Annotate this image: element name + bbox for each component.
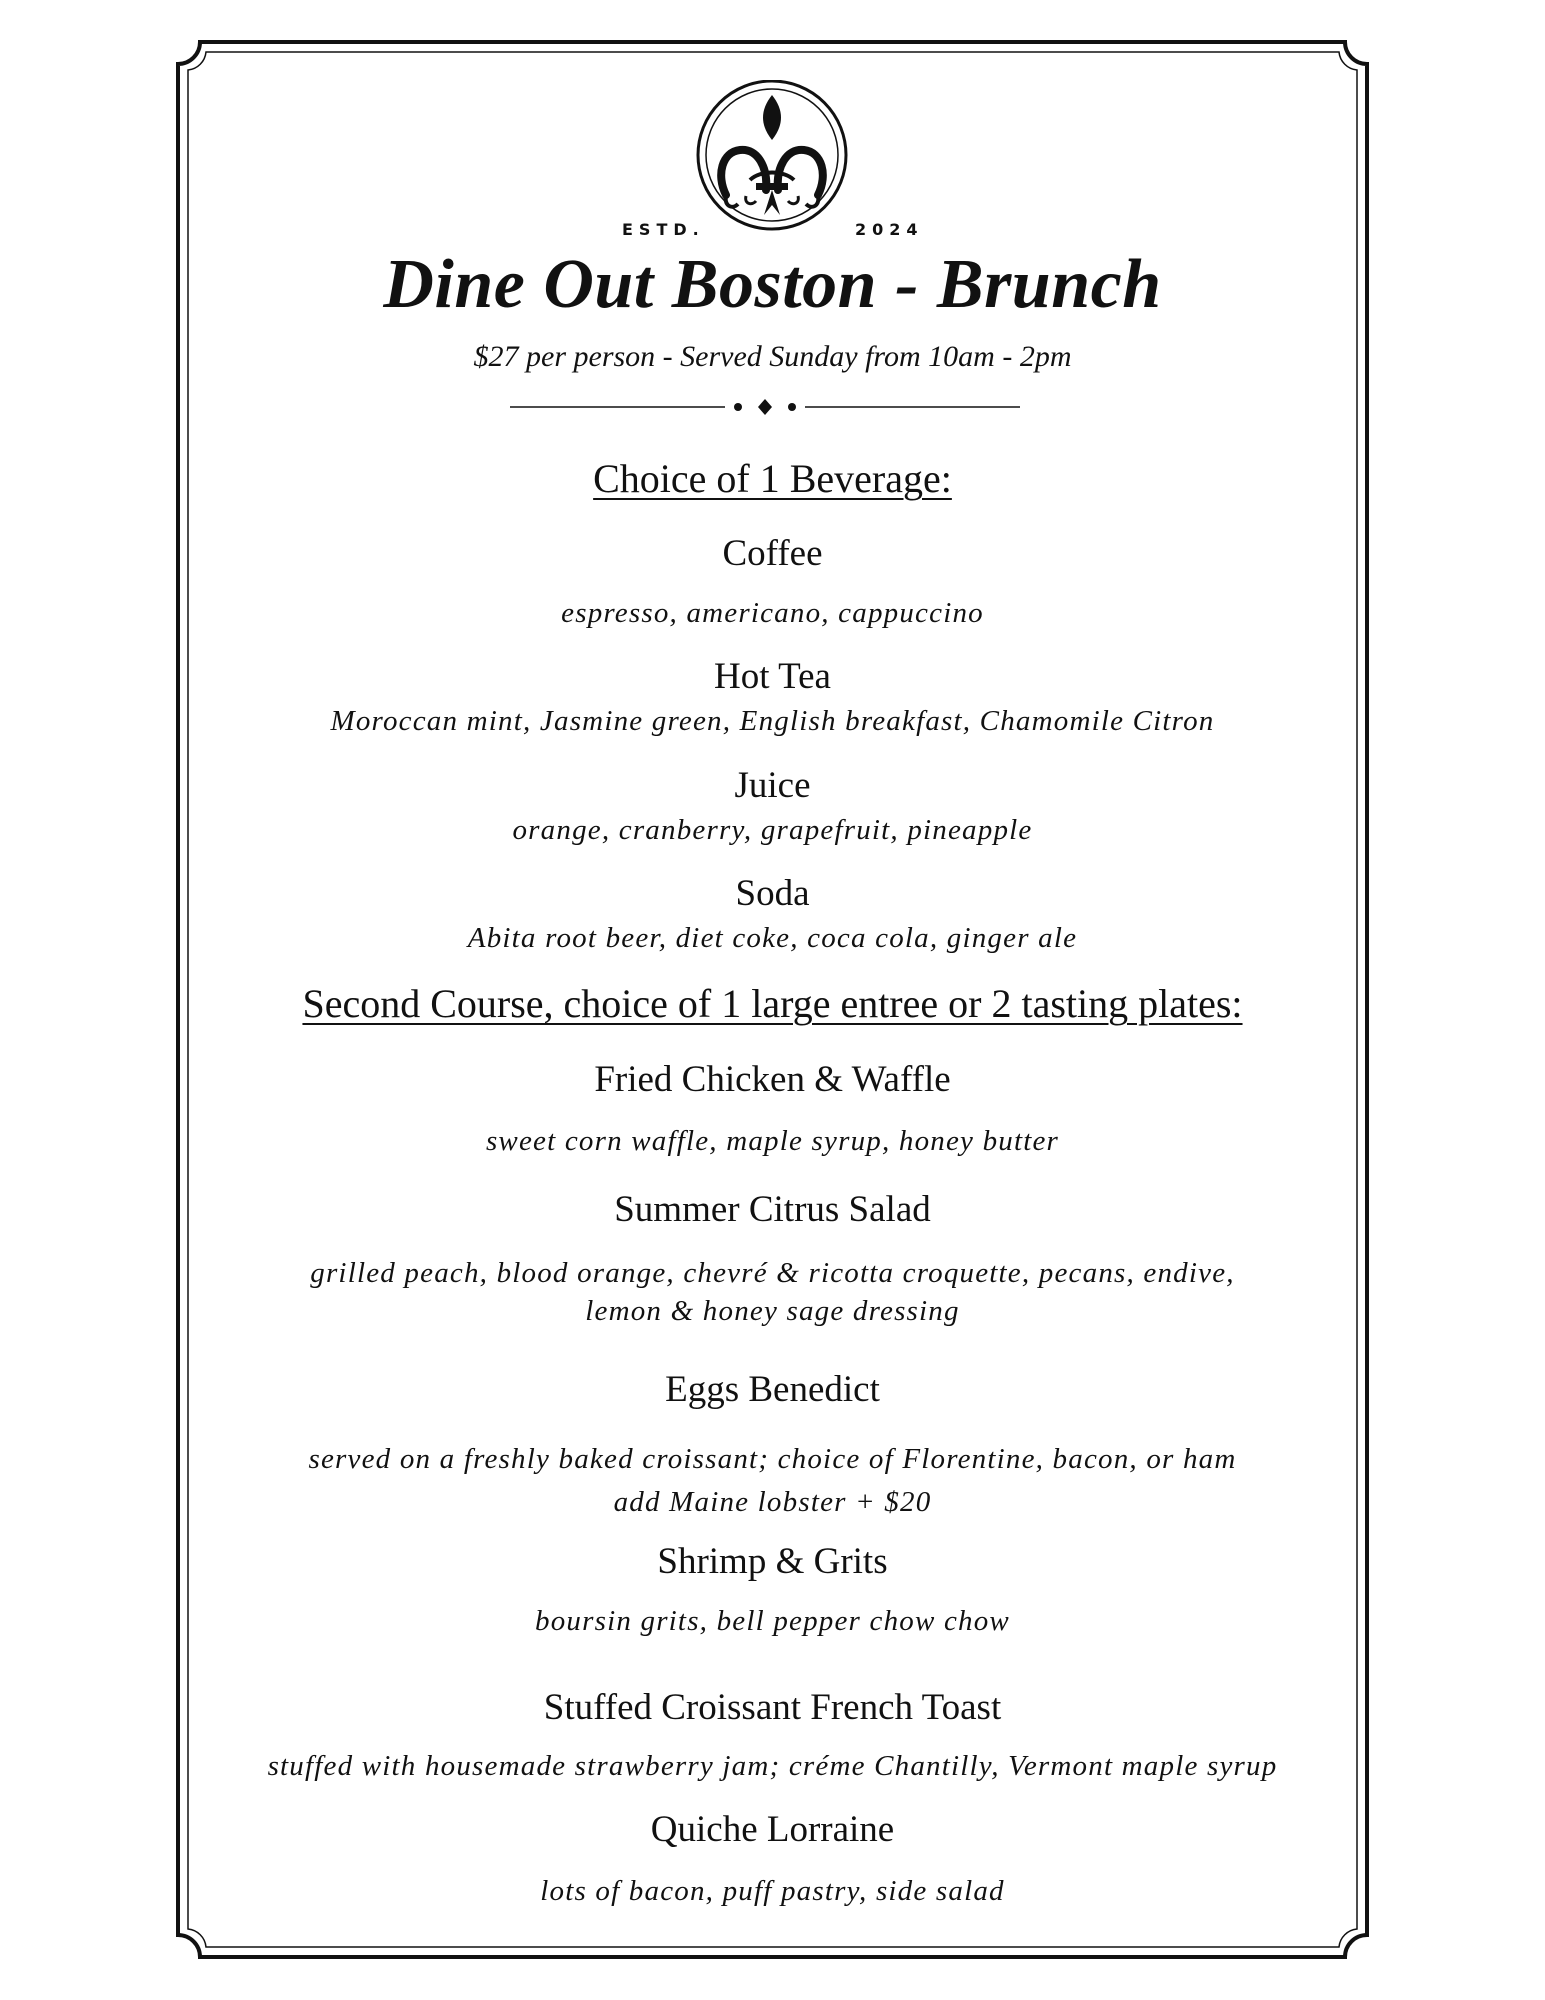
menu-item-name: Coffee xyxy=(722,533,823,574)
page-title: Dine Out Boston - Brunch xyxy=(383,246,1162,323)
page-subtitle: $27 per person - Served Sunday from 10am - 2pm xyxy=(473,340,1072,373)
menu-item-desc: boursin grits, bell pepper chow chow xyxy=(535,1605,1010,1637)
menu-item-desc: Moroccan mint, Jasmine green, English breakfast, Chamomile Citron xyxy=(330,705,1215,737)
menu-item-name: Soda xyxy=(735,873,810,914)
section-heading-beverage: Choice of 1 Beverage: xyxy=(593,456,952,501)
menu-item-name: Eggs Benedict xyxy=(665,1369,880,1410)
menu-item-name: Quiche Lorraine xyxy=(650,1809,895,1850)
menu-item-desc: served on a freshly baked croissant; choice of Florentine, bacon, or ham add Maine lobster + $20 xyxy=(308,1443,1237,1518)
restaurant-logo xyxy=(610,80,935,250)
menu-item-name: Hot Tea xyxy=(714,656,831,697)
estd-label: ESTD. xyxy=(622,220,705,239)
menu-item-desc: espresso, americano, cappuccino xyxy=(561,597,984,629)
section-heading-second-course: Second Course, choice of 1 large entree or 2 tasting plates: xyxy=(302,981,1243,1026)
menu-item-name: Shrimp & Grits xyxy=(657,1541,888,1582)
menu-item-desc: sweet corn waffle, maple syrup, honey butter xyxy=(485,1125,1060,1157)
menu-item-desc: Abita root beer, diet coke, coca cola, ginger ale xyxy=(467,922,1078,954)
menu-item-desc: lots of bacon, puff pastry, side salad xyxy=(540,1875,1005,1907)
estd-year: 2024 xyxy=(855,220,924,239)
ornament-divider xyxy=(510,396,1020,418)
menu-item-desc: grilled peach, blood orange, chevré & ricotta croquette, pecans, endive, lemon & honey sage dressing xyxy=(310,1257,1235,1327)
menu-item-name: Stuffed Croissant French Toast xyxy=(543,1687,1002,1728)
menu-item-name: Summer Citrus Salad xyxy=(614,1189,931,1230)
menu-item-name: Fried Chicken & Waffle xyxy=(594,1059,951,1100)
menu-item-desc: stuffed with housemade strawberry jam; créme Chantilly, Vermont maple syrup xyxy=(267,1750,1278,1782)
menu-item-name: Juice xyxy=(734,765,811,806)
menu-item-desc: orange, cranberry, grapefruit, pineapple xyxy=(512,814,1033,846)
